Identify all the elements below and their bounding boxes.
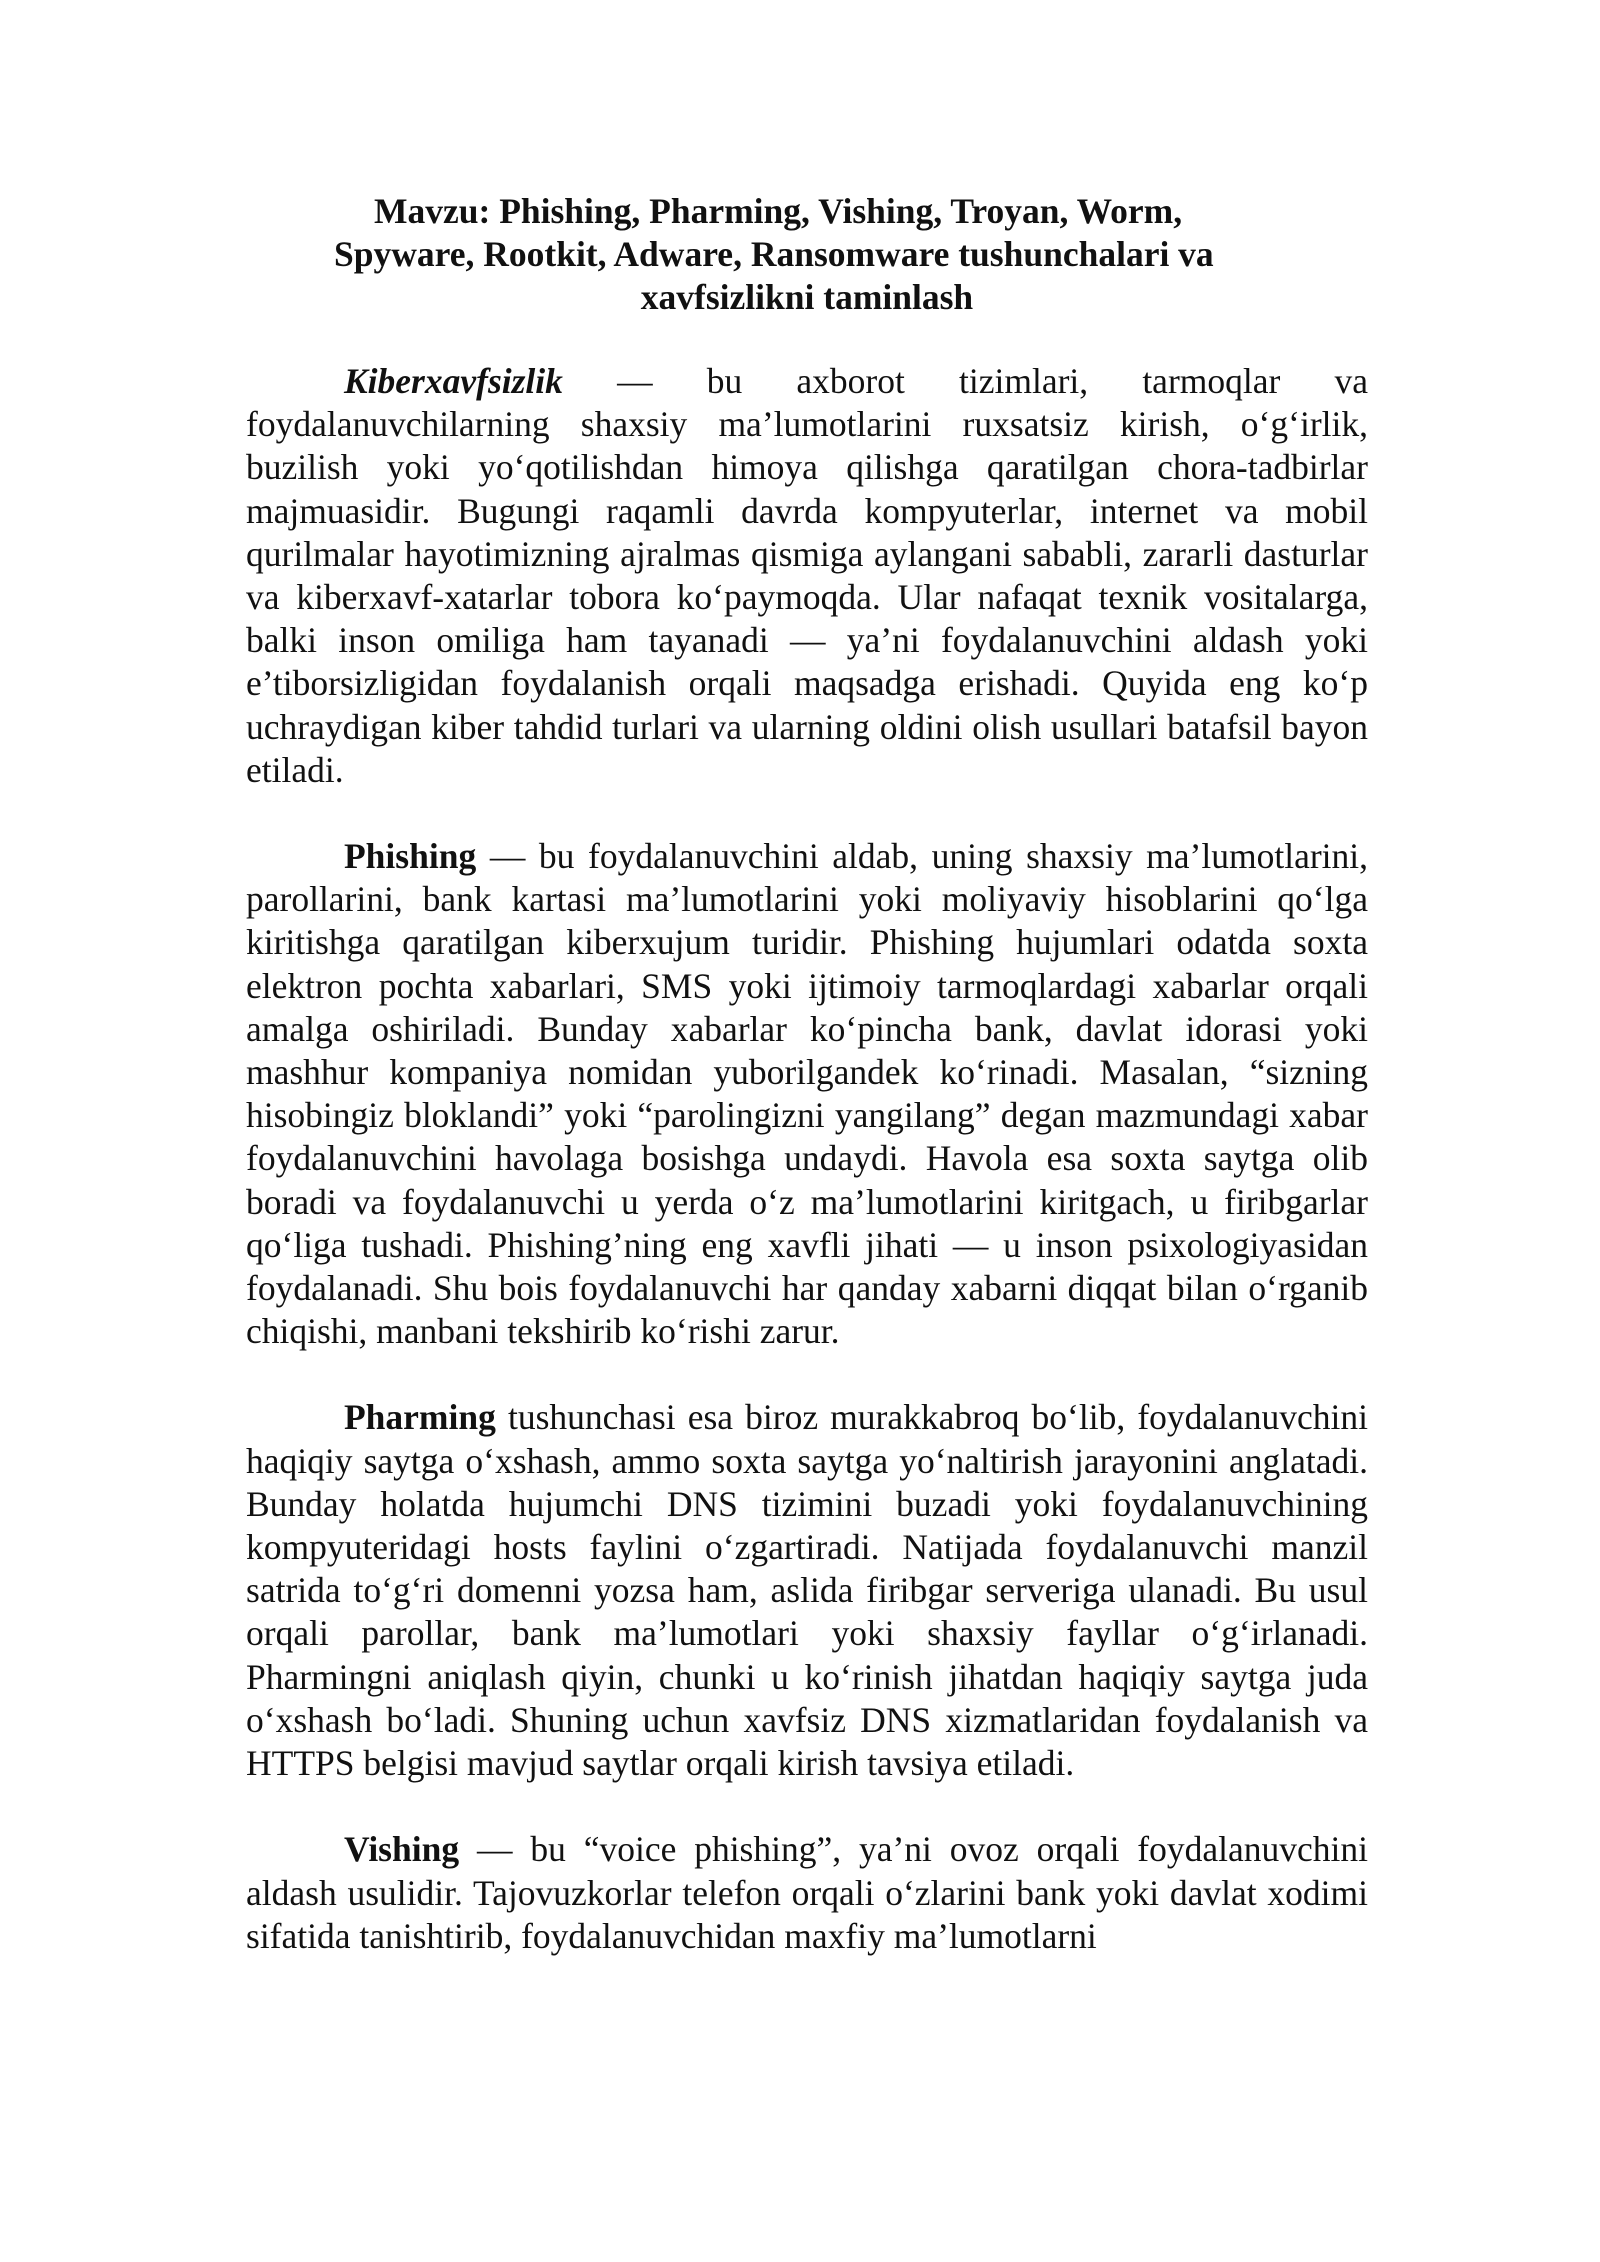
paragraph-vishing [246,1828,1368,1958]
title-line-3: xavfsizlikni taminlash [640,277,974,317]
paragraph-text: tushunchasi esa biroz murakkabroq bo‘lib, foydalanuvchini haqiqiy saytga o‘xshash, ammo soxta saytga yo‘naltirish jarayonini anglatadi. Bunday holatda hujumchi DNS tizimini buzadi yoki foydalanuvchining kompyuteridagi hosts faylini o‘zgartiradi. Natijada foydalanuvchi manzil satrida to‘g‘ri domenni yozsa ham, aslida firibgar serveriga ulanadi. Bu usul orqali parollar, bank ma’lumotlari yoki shaxsiy fayllar o‘g‘irlanadi. Pharmingni aniqlash qiyin, chunki u ko‘rinish jihatdan haqiqiy saytga juda o‘xshash bo‘ladi. Shuning uchun xavfsiz DNS xizmatlaridan foydalanish va HTTPS belgisi mavjud saytlar orqali kirish tavsiya etiladi. [246,1397,1368,1784]
term-pharming: Pharming [344,1397,496,1438]
paragraph-phishing [246,835,1368,1353]
title-line-1: Mavzu: Phishing, Pharming, Vishing, Troyan, Worm, [374,191,1183,231]
paragraph-kiberxavfsizlik [246,360,1368,792]
paragraph-text: — bu “voice phishing”, ya’ni ovoz orqali foydalanuvchini aldash usulidir. Tajovuzkorlar telefon orqali o‘zlarini bank yoki davlat xodimi sifatida tanishtirib, foydalanuvchidan maxfiy ma’lumotlarni [246,1829,1368,1956]
title-line-2: Spyware, Rootkit, Adware, Ransomware tushunchalari va [334,234,1214,274]
term-phishing: Phishing [344,836,477,877]
paragraph-text: — bu axborot tizimlari, tarmoqlar va foydalanuvchilarning shaxsiy ma’lumotlarini ruxsatsiz kirish, o‘g‘irlik, buzilish yoki yo‘qotilishdan himoya qilishga qaratilgan chora-tadbirlar majmuasidir. Bugungi raqamli davrda kompyuterlar, internet va mobil qurilmalar hayotimizning ajralmas qismiga aylangani sababli, zararli dasturlar va kiberxavf-xatarlar tobora ko‘paymoqda. Ular nafaqat texnik vositalarga, balki inson omiliga ham tayanadi — ya’ni foydalanuvchini aldash yoki e’tiborsizligidan foydalanish orqali maqsadga erishadi. Quyida eng ko‘p uchraydigan kiber tahdid turlari va ularning oldini olish usullari batafsil bayon etiladi. [246,361,1368,790]
paragraph-text: — bu foydalanuvchini aldab, uning shaxsiy ma’lumotlarini, parollarini, bank kartasi ma’lumotlarini yoki moliyaviy hisoblarini qo‘lga kiritishga qaratilgan kiberxujum turidir. Phishing hujumlari odatda soxta elektron pochta xabarlari, SMS yoki ijtimoiy tarmoqlardagi xabarlar orqali amalga oshiriladi. Bunday xabarlar ko‘pincha bank, davlat idorasi yoki mashhur kompaniya nomidan yuborilgandek ko‘rinadi. Masalan, “sizning hisobingiz bloklandi” yoki “parolingizni yangilang” degan mazmundagi xabar foydalanuvchini havolaga bosishga undaydi. Havola esa soxta saytga olib boradi va foydalanuvchi u yerda o‘z ma’lumotlarini kiritgach, u firibgarlar qo‘liga tushadi. Phishing’ning eng xavfli jihati — u inson psixologiyasidan foydalanadi. Shu bois foydalanuvchi har qanday xabarni diqqat bilan o‘rganib chiqishi, manbani tekshirib ko‘rishi zarur. [246,836,1368,1352]
term-vishing: Vishing [344,1829,460,1870]
document-page [246,190,1368,1958]
document-title [246,190,1368,319]
paragraph-pharming [246,1396,1368,1785]
term-kiberxavfsizlik: Kiberxavfsizlik [344,361,563,401]
